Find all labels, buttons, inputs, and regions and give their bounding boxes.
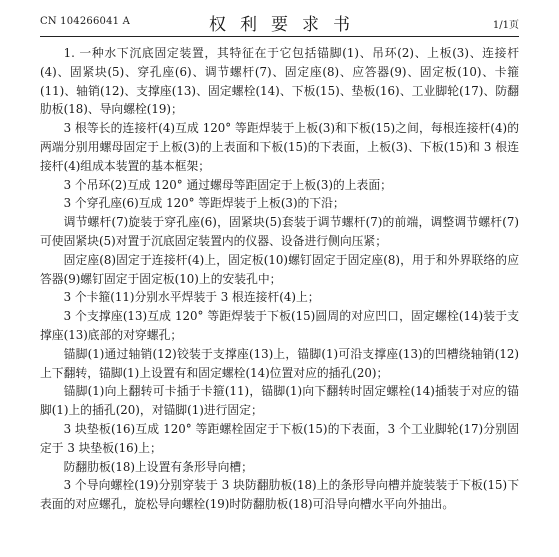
claims-body [40, 44, 519, 514]
claim-paragraph: 1. 一种水下沉底固定装置，其特征在于它包括锚脚(1)、吊环(2)、上板(3)、连接杆(4)、固紧块(5)、穿孔座(6)、调节螺杆(7)、固定座(8)、应答器(9)、固定板(10)、卡箍(11)、轴销(12)、支撑座(13)、固定螺栓(14)、下板(15)、垫板(16)、工业脚轮(17)、防翻肋板(18)、导向螺栓(19)； [40, 46, 519, 117]
header-rule [40, 36, 519, 37]
claim-paragraph: 3 个吊环(2)互成 120° 通过螺母等距固定于上板(3)的上表面； [63, 177, 392, 192]
claim-paragraph: 锚脚(1)向上翻转可卡插于卡箍(11)，锚脚(1)向下翻转时固定螺栓(14)插装于对应的锚脚(1)上的插孔(20)，对锚脚(1)进行固定； [40, 384, 519, 418]
claim-paragraph: 固定座(8)固定于连接杆(4)上，固定板(10)螺钉固定于固定座(8)，用于和外界联络的应答器(9)螺钉固定于固定板(10)上的安装孔中； [40, 252, 519, 286]
claim-paragraph: 3 个卡箍(11)分别水平焊装于 3 根连接杆(4)上； [63, 290, 320, 305]
claim-paragraph: 调节螺杆(7)旋装于穿孔座(6)，固紧块(5)套装于调节螺杆(7)的前端，调整调节螺杆(7)可使固紧块(5)对置于沉底固定装置内的仪器、设备进行侧向压紧； [40, 215, 519, 248]
claim-paragraph: 防翻肋板(18)上设置有条形导向槽； [63, 459, 253, 474]
claim-paragraph: 3 块垫板(16)互成 120° 等距螺栓固定于下板(15)的下表面，3 个工业脚轮(17)分别固定于 3 块垫板(16)上； [40, 421, 519, 455]
page-header [40, 6, 519, 34]
claim-paragraph: 3 个导向螺栓(19)分别穿装于 3 块防翻肋板(18)上的条形导向槽并旋装装于下板(15)下表面的对应螺孔，旋松导向螺栓(19)时防翻肋板(18)可沿导向槽水平向外抽出。 [40, 478, 519, 512]
claim-paragraph: 3 个穿孔座(6)互成 120° 等距焊装于上板(3)的下沿； [63, 196, 345, 211]
claim-paragraph: 3 个支撑座(13)互成 120° 等距焊装于下板(15)圆周的对应凹口，固定螺栓(14)装于支撑座(13)底部的对穿螺孔； [40, 309, 519, 342]
document-title: 权利要求书 [209, 15, 364, 35]
claim-paragraph: 3 根等长的连接杆(4)互成 120° 等距焊装于上板(3)和下板(15)之间，每根连接杆(4)的两端分别用螺母固定于上板(3)的上表面和下板(15)的下表面，上板(3)、下板(15)和 3 根连接杆(4)组成本装置的基本框架； [40, 121, 519, 173]
page-number: 1/1页 [492, 20, 519, 31]
publication-number: CN 104266041 A [40, 16, 131, 27]
claim-paragraph: 锚脚(1)通过轴销(12)铰装于支撑座(13)上，锚脚(1)可沿支撑座(13)的凹槽绕轴销(12)上下翻转，锚脚(1)上设置有和固定螺栓(14)位置对应的插孔(20)； [40, 346, 519, 380]
